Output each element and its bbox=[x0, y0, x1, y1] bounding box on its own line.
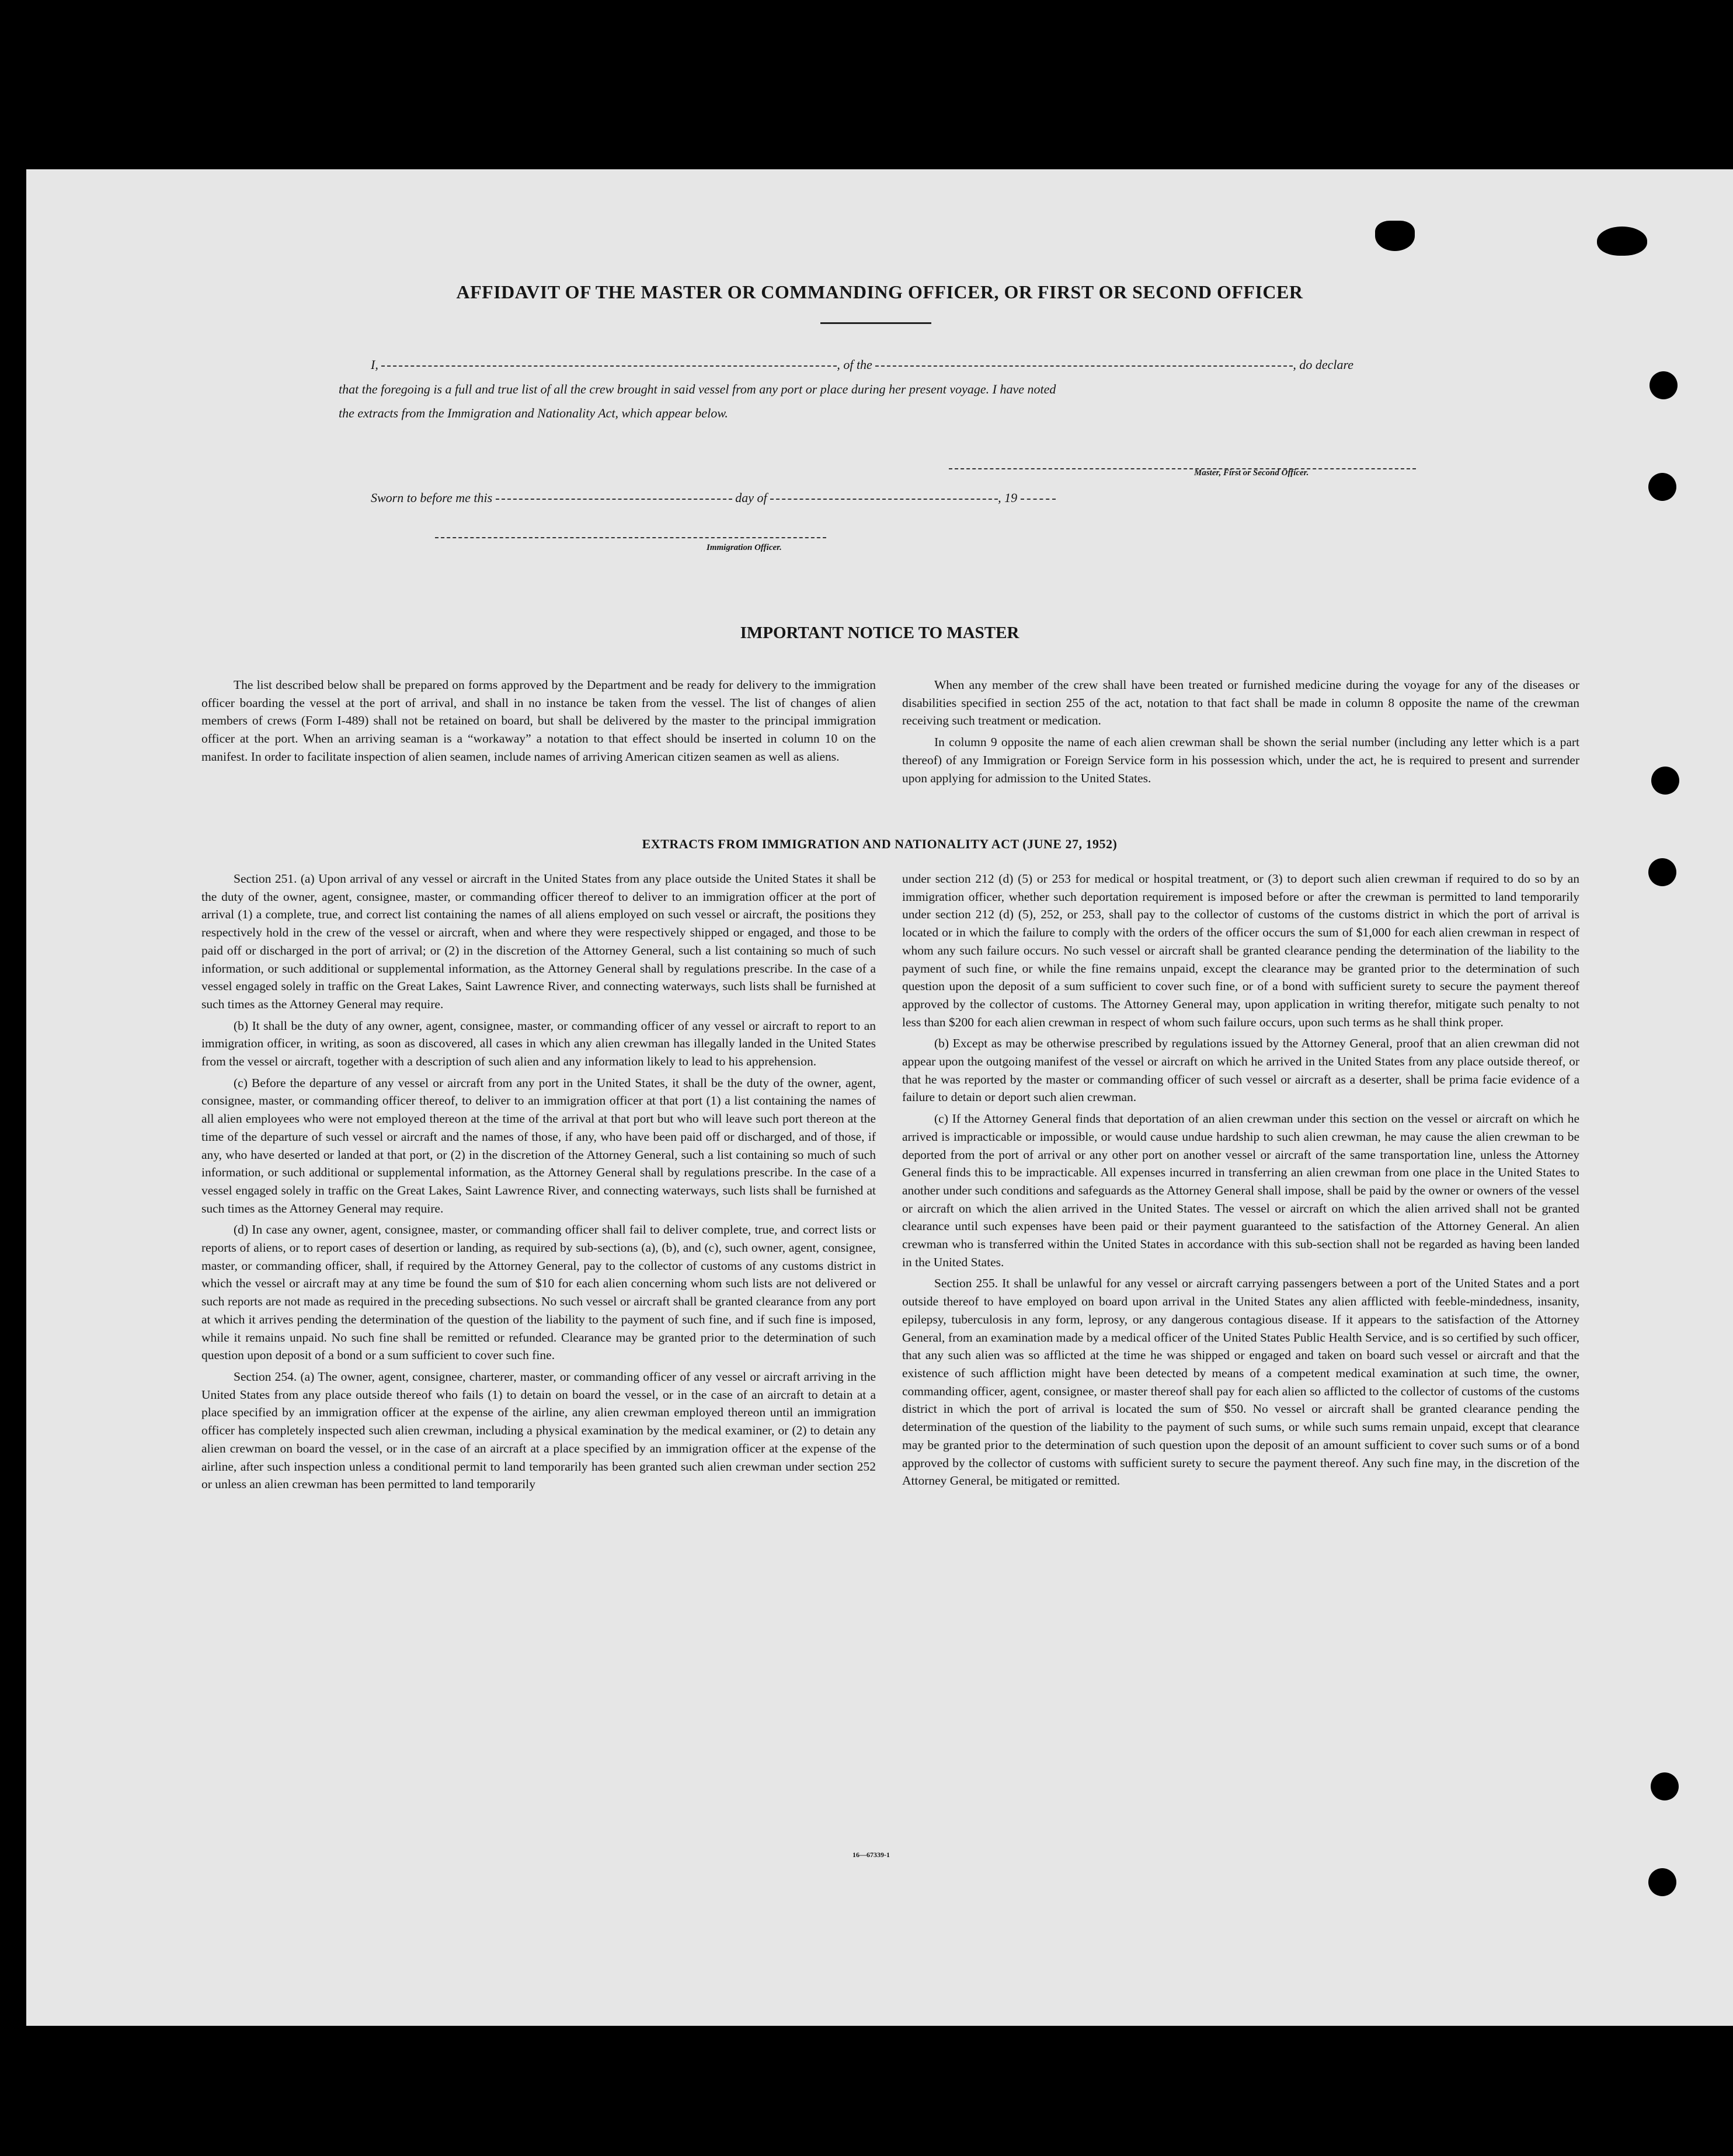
sworn-month-field[interactable] bbox=[770, 499, 998, 500]
binder-hole bbox=[1650, 371, 1678, 399]
master-signature-field[interactable] bbox=[949, 468, 1416, 469]
vessel-name-field[interactable] bbox=[875, 365, 1293, 367]
day-of-label: day of bbox=[735, 490, 767, 505]
binder-hole bbox=[1648, 858, 1676, 886]
section-paragraph: Section 255. It shall be unlawful for any vessel or aircraft carrying passengers between a port of the United States and a port outside thereof to have employed on board upon arrival in the United States any alien afflicted with feeble-mindedness, insanity, epilepsy, tuberculosis in any form, leprosy, or any dangerous contagious disease. If it appears to the satisfaction of the Attorney General, from an examination made by a medical officer of the United States Public Health Service, and is so certified by such officer, that any such alien was so afflicted at the time he was shipped or engaged and taken on board such vessel or aircraft and that the existence of such affliction might have been detected by means of a competent medical examination at such time, the owner, commanding officer, agent, consignee, or master thereof shall pay for each alien so afflicted to the collector of customs of the customs district in which the port of arrival is located the sum of $50. No vessel or aircraft shall be granted clearance pending the determination of the question of the liability to the payment of such sums, or while such sums remain unpaid, except that clearance may be granted prior to the determination of such question upon the deposit of an amount sufficient to cover such sums or of a bond approved by the collector of customs with sufficient surety to secure the payment thereof. Any such fine may, in the discretion of the Attorney General, be mitigated or remitted. bbox=[902, 1276, 1579, 1488]
punch-mark bbox=[1597, 227, 1647, 256]
declaration-line-1 bbox=[371, 353, 1442, 377]
notice-paragraph: The list described below shall be prepared on forms approved by the Department and be ready for delivery to the immigration officer boarding the vessel at the port of arrival, and shall in no instance be taken from the vessel. The list of changes of alien members of crews (Form I-489) shall not be retained on board, but shall be delivered by the master to the principal immigration officer at the port. When an arriving seaman is a “workaway” a notation to that effect should be inserted in column 10 on the manifest. In order to facilitate inspection of alien seamen, include names of arriving American citizen seamen as well as aliens. bbox=[201, 678, 876, 764]
section-paragraph: Section 251. (a) Upon arrival of any vessel or aircraft in the United States from any place outside the United States it shall be the duty of the owner, agent, consignee, master, or commanding officer thereof to deliver to an immigration officer at the port of arrival (1) a complete, true, and correct list containing the names of all aliens employed on such vessel or aircraft, the positions they respectively hold in the crew of the vessel or aircraft, when and where they were respectively shipped or engaged, and those to be paid off or discharged in the port of arrival; or (2) in the discretion of the Attorney General, such a list containing so much of such information, or such additional or supplemental information, as the Attorney General shall by regulations prescribe. In the case of a vessel engaged solely in traffic on the Great Lakes, Saint Lawrence River, and connecting waterways, such lists shall be furnished at such times as the Attorney General may require. bbox=[201, 872, 876, 1011]
document-page bbox=[26, 169, 1733, 2026]
year-label: , 19 bbox=[998, 490, 1018, 505]
section-paragraph: (c) Before the departure of any vessel or aircraft from any port in the United States, it shall be the duty of the owner, agent, consignee, master, or commanding officer thereof, to deliver to an immigration officer at that port (1) a list containing the names of all alien employees who were not employed thereon at the time of the arrival at that port but who will leave such port thereon at the time of the departure of such vessel or aircraft and the names of those, if any, who have been paid off or discharged, and of those, if any, who have deserted or landed at that port, or (2) in the discretion of the Attorney General, such a list containing so much of such information, or such additional or supplemental information, as the Attorney General shall by regulations prescribe. In the case of a vessel engaged solely in traffic on the Great Lakes, Saint Lawrence River, and connecting waterways, such lists shall be furnished at such times as the Attorney General may require. bbox=[201, 1075, 876, 1215]
sworn-label: Sworn to before me this bbox=[371, 490, 493, 505]
extracts-right-column bbox=[902, 870, 1579, 1493]
master-caption: Master, First or Second Officer. bbox=[1194, 468, 1309, 478]
immigration-officer-caption: Immigration Officer. bbox=[707, 543, 782, 552]
do-declare-label: , do declare bbox=[1293, 357, 1353, 372]
section-paragraph: (b) Except as may be otherwise prescribed by regulations issued by the Attorney General, proof that an alien crewman did not appear upon the outgoing manifest of the vessel or aircraft on which he arrived in the United States from any place outside thereof, or that he was reported by the master or commanding officer of such vessel or aircraft as a deserter, shall be prima facie evidence of a failure to detain or deport such alien crewman. bbox=[902, 1036, 1579, 1105]
declaration-line-3: the extracts from the Immigration and Nationality Act, which appear below. bbox=[339, 406, 728, 420]
sworn-line bbox=[371, 486, 1056, 510]
immigration-officer-signature-field[interactable] bbox=[435, 537, 826, 538]
section-paragraph: (c) If the Attorney General finds that deportation of an alien crewman under this section on the vessel or aircraft on which he arrived is impracticable or impossible, or would cause undue hardship to such alien crewman, he may cause the alien crewman to be deported from the port of arrival or any other port on another vessel or aircraft of the same transportation line, unless the Attorney General finds this to be impracticable. All expenses incurred in transferring an alien crewman from one place in the United States to another under such conditions and safeguards as the Attorney General shall impose, shall be paid by the owner or owners of the vessel or aircraft on which the alien arrived in the United States. The vessel or aircraft on which the alien arrived shall not be granted clearance until such expenses have been paid or their payment guaranteed to the satisfaction of the Attorney General. An alien crewman who is transferred within the United States in accordance with this sub-section shall not be regarded as having been landed in the United States. bbox=[902, 1112, 1579, 1269]
binder-hole bbox=[1648, 473, 1676, 501]
binder-hole bbox=[1651, 767, 1679, 795]
notice-left-column bbox=[201, 676, 876, 769]
title-rule bbox=[820, 322, 931, 324]
declarant-label: I, bbox=[371, 357, 378, 372]
declaration-line-2: that the foregoing is a full and true list of all the crew brought in said vessel from any port or place during her present voyage. I have noted bbox=[339, 382, 1056, 396]
sworn-year-field[interactable] bbox=[1021, 499, 1056, 500]
declarant-name-field[interactable] bbox=[381, 365, 837, 367]
form-code: 16—67339-1 bbox=[852, 1851, 890, 1859]
punch-mark bbox=[1375, 221, 1415, 251]
notice-paragraph: In column 9 opposite the name of each alien crewman shall be shown the serial number (including any letter which is a part thereof) of any Immigration or Foreign Service form in his possession which, under the act, he is required to present and surrender upon applying for admission to the United States. bbox=[902, 735, 1579, 785]
section-paragraph: Section 254. (a) The owner, agent, consignee, charterer, master, or commanding officer of any vessel or aircraft arriving in the United States from any place outside thereof who fails (1) to detain on board the vessel, or in the case of an aircraft to detain at a place specified by an immigration officer at the expense of the airline, any alien crewman employed thereon until an immigration officer has completely inspected such alien crewman, including a physical examination by the medical examiner, or (2) to detain any alien crewman on board the vessel, or in the case of an aircraft at a place specified by an immigration officer at the expense of the airline, after such inspection unless a conditional permit to land temporarily has been granted such alien crewman under section 252 or unless an alien crewman has been permitted to land temporarily bbox=[201, 1369, 876, 1492]
section-paragraph: (d) In case any owner, agent, consignee, master, or commanding officer shall fail to deliver complete, true, and correct lists or reports of aliens, or to report cases of desertion or landing, as required by sub-sections (a), (b), and (c), such owner, agent, consignee, master, or commanding officer, shall, if required by the Attorney General, pay to the collector of customs of any customs district in which the vessel or aircraft may at any time be found the sum of $10 for each alien concerning whom such lists are not delivered or such reports are not made as required in the preceding subsections. No such vessel or aircraft shall be granted clearance from any port at which it arrives pending the determination of the question of the liability to the payment of such fine, and if such fine is imposed, while it remains unpaid. No such fine shall be remitted or refunded. Clearance may be granted prior to the determination of such question upon deposit of a bond or a sum sufficient to cover such fine. bbox=[201, 1222, 876, 1363]
notice-right-column bbox=[902, 676, 1579, 790]
notice-paragraph: When any member of the crew shall have been treated or furnished medicine during the voyage for any of the diseases or disabilities specified in section 255 of the act, notation to that fact shall be made in column 8 opposite the name of the crewman receiving such treatment or medication. bbox=[902, 678, 1579, 728]
extracts-title: EXTRACTS FROM IMMIGRATION AND NATIONALITY ACT (JUNE 27, 1952) bbox=[642, 837, 1118, 851]
extracts-left-column bbox=[201, 870, 876, 1497]
binder-hole bbox=[1648, 1868, 1676, 1896]
section-paragraph: under section 212 (d) (5) or 253 for medical or hospital treatment, or (3) to deport such alien crewman if required to do so by an immigration officer, whether such deportation requirement is imposed before or after the crewman is permitted to land temporarily under section 212 (d) (5), 252, or 253, shall pay to the collector of customs of the customs district in which the port of arrival is located or in which the failure to comply with the orders of the officer occurs the sum of $1,000 for each alien crewman in respect of whom any such failure occurs. No such vessel or aircraft shall be granted clearance pending the determination of the liability to the payment of such fine, or while the fine remains unpaid, except the clearance may be granted prior to the determination of such question upon the deposit of a sum sufficient to cover such fine, or of a bond with sufficient surety to secure the payment thereof approved by the collector of customs. The Attorney General may, upon application in writing therefor, mitigate such penalty to not less than $200 for each alien crewman in respect of whom such failure occurs, upon such terms as he shall think proper. bbox=[902, 872, 1579, 1029]
binder-hole bbox=[1651, 1772, 1679, 1800]
sworn-day-field[interactable] bbox=[496, 499, 732, 500]
affidavit-title: AFFIDAVIT OF THE MASTER OR COMMANDING OFFICER, OR FIRST OR SECOND OFFICER bbox=[456, 281, 1303, 302]
notice-title: IMPORTANT NOTICE TO MASTER bbox=[740, 624, 1019, 642]
section-paragraph: (b) It shall be the duty of any owner, agent, consignee, master, or commanding officer of any vessel or aircraft to report to an immigration officer, in writing, as soon as discovered, all cases in which any alien crewman has illegally landed in the United States from the vessel or aircraft, together with a description of such alien and any information likely to lead to his apprehension. bbox=[201, 1018, 876, 1069]
vessel-label: , of the bbox=[837, 357, 872, 372]
